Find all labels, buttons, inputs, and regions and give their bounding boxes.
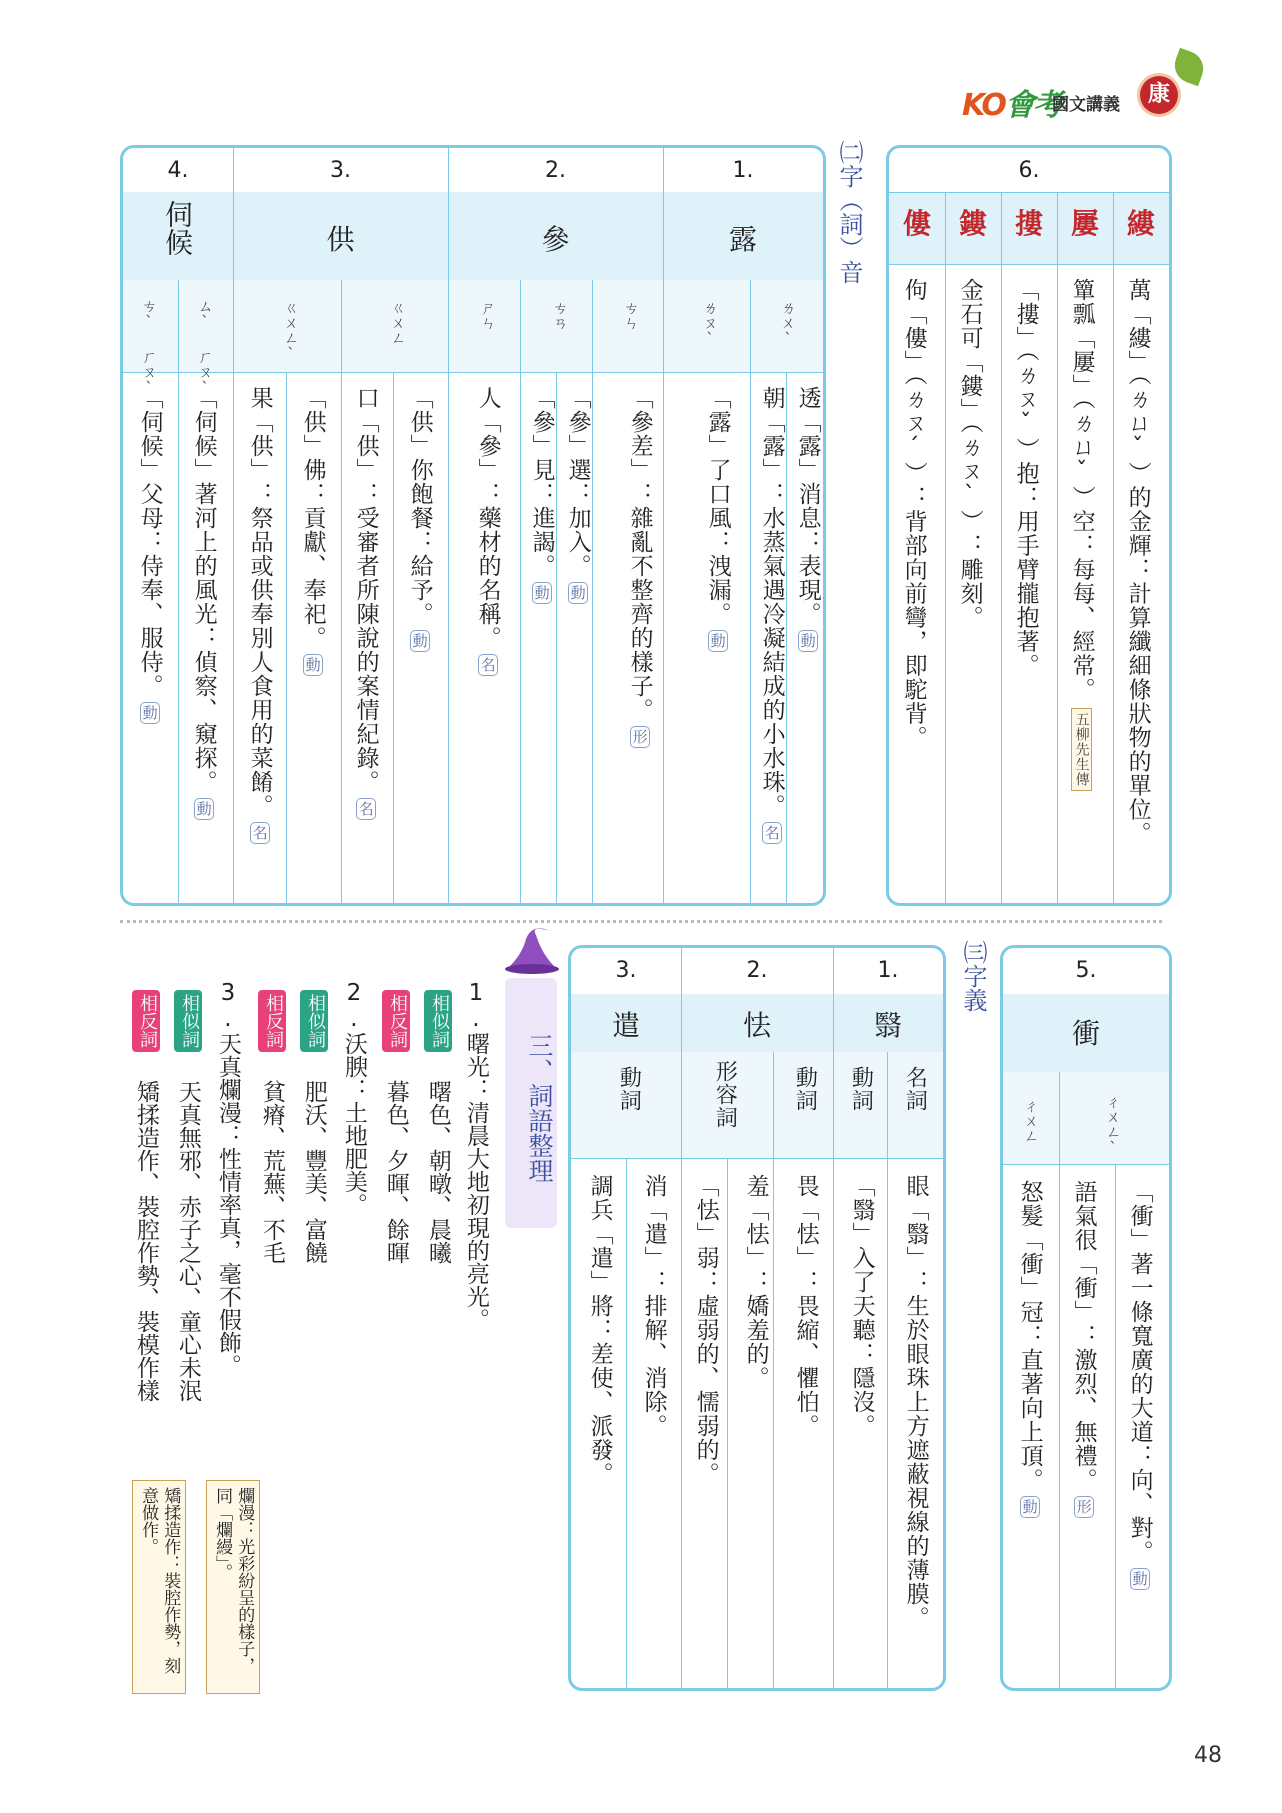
pos-label: 動詞: [848, 1066, 874, 1112]
pos-tag: 動: [798, 630, 818, 652]
table-sound: [120, 145, 826, 906]
pos-label: 形容詞: [712, 1060, 738, 1129]
opposite-label: 相反詞: [382, 990, 410, 1052]
definition: 萬「縷」（ㄌㄩˇ）的金輝：計算纖細條狀物的單位。: [1124, 278, 1151, 846]
definition: 語氣很「衝」：激烈、無禮。形: [1069, 1180, 1097, 1518]
definition: 「伺候」著河上的風光：偵察、窺探。動: [189, 386, 217, 820]
definition: 口「供」：受審者所陳說的案情紀錄。名: [351, 386, 379, 820]
definition: 「參差」：雜亂不整齊的樣子。形: [625, 386, 653, 748]
pos-tag: 動: [568, 582, 588, 604]
divider: [120, 920, 1162, 923]
word-qie: 怯: [742, 1009, 771, 1042]
definition: 「翳」入了天聽：隱沒。: [848, 1174, 875, 1438]
section-title-words: 三、詞語整理: [505, 978, 557, 1228]
definition: 消「遣」：排解、消除。: [640, 1174, 667, 1438]
definition: 透「露」消息：表現。動: [793, 386, 821, 652]
definition: 「供」你飽餐：給予。動: [405, 386, 433, 652]
pos-tag: 名: [250, 822, 270, 844]
section-title-sound: ㈡字（詞）音: [835, 140, 863, 284]
definition: 金石可「鏤」（ㄌㄡˋ）：雕刻。: [956, 278, 983, 630]
item-number: 2.: [545, 158, 566, 183]
zhuyin: ㄌㄨˋ: [779, 300, 797, 348]
pos-tag: 動: [194, 798, 214, 820]
zhuyin: ㄘㄣ: [622, 300, 640, 330]
definition: 「伺候」父母：侍奉、服侍。動: [135, 386, 163, 724]
opposite-words: 矯揉造作、裝腔作勢、裝模作樣: [132, 1080, 159, 1402]
zhuyin: ㄘˋ ㄏㄡˋ: [140, 298, 158, 397]
opposite-words: 暮色、夕暉、餘暉: [382, 1080, 409, 1264]
pos-tag: 動: [303, 654, 323, 676]
similar-label: 相似詞: [300, 990, 328, 1052]
entry-tianzhen: 3.天真爛漫：性情率真，毫不假飾。: [214, 980, 241, 1377]
zhuyin: ㄕㄣ: [479, 300, 497, 330]
definition: 怒髮「衝」冠：直著向上頂。動: [1015, 1180, 1043, 1518]
table-number: 5.: [1075, 958, 1097, 983]
definition: 佝「僂」（ㄌㄡˊ）：背部向前彎，即駝背。: [900, 278, 927, 750]
item-number: 3.: [615, 958, 637, 983]
note-jiaorou: 矯揉造作：裝腔作勢，刻意做作。: [132, 1480, 186, 1694]
definition: 果「供」：祭品或供奉別人食用的菜餚。名: [245, 386, 273, 844]
char-lou-carve: 鏤: [958, 207, 987, 240]
zhuyin: ㄌㄡˋ: [701, 300, 719, 348]
definition: 「怯」弱：虛弱的、懦弱的。: [692, 1174, 719, 1486]
brand-logo: KO會考: [962, 88, 1061, 123]
similar-label: 相似詞: [424, 990, 452, 1052]
zhuyin: ㄔㄨㄥˋ: [1104, 1094, 1122, 1157]
word-sihou: 伺候: [161, 200, 194, 256]
pos-tag: 動: [140, 702, 160, 724]
table-6: [886, 145, 1172, 906]
pos-tag: 名: [762, 822, 782, 844]
similar-words: 曙色、朝暾、晨曦: [424, 1080, 451, 1264]
note-lanman: 爛漫：光彩紛呈的樣子，同「爛縵」。: [206, 1480, 260, 1694]
definition: 「參」選：加入。動: [563, 386, 591, 604]
item-number: 2.: [746, 958, 768, 983]
definition: 「參」見：進謁。動: [527, 386, 555, 604]
publisher-badge: 康: [1140, 76, 1178, 114]
item-number: 4.: [167, 158, 189, 183]
definition: 「露」了口風：洩漏。動: [703, 386, 731, 652]
pos-label: 名詞: [902, 1066, 928, 1112]
definition: 「摟」（ㄌㄡˇ）抱：用手臂攏抱著。: [1012, 278, 1039, 678]
pos-label: 動詞: [792, 1066, 818, 1112]
pos-tag: 動: [1020, 1496, 1040, 1518]
pos-label: 動詞: [616, 1066, 642, 1112]
table-5: [1000, 945, 1172, 1691]
pos-tag: 動: [708, 630, 728, 652]
similar-words: 天真無邪、赤子之心、童心未泯: [174, 1080, 201, 1402]
opposite-label: 相反詞: [132, 990, 160, 1052]
pos-tag: 動: [1130, 1568, 1150, 1590]
definition: 朝「露」：水蒸氣遇冷凝結成的小水珠。名: [757, 386, 785, 844]
char-lv2: 屢: [1070, 207, 1099, 240]
entry-woyu: 2.沃腴：土地肥美。: [340, 980, 367, 1216]
word-can: 參: [541, 223, 570, 256]
source-note: 五柳先生傳: [1071, 708, 1092, 791]
item-number: 1.: [732, 158, 754, 183]
definition: 「衝」著一條寬廣的大道：向、對。動: [1125, 1180, 1153, 1590]
zhuyin: ㄍㄨㄥ: [389, 300, 407, 345]
pos-tag: 形: [1074, 1496, 1094, 1518]
definition: 眼「翳」：生於眼珠上方遮蔽視線的薄膜。: [902, 1174, 929, 1630]
zhuyin: ㄘㄢ: [551, 300, 569, 330]
char-lv: 縷: [1126, 207, 1155, 240]
word-yi: 翳: [873, 1009, 902, 1042]
definition: 調兵「遣」將：差使、派發。: [586, 1174, 613, 1486]
word-chong: 衝: [1071, 1017, 1100, 1050]
pos-tag: 形: [630, 726, 650, 748]
section-title-meaning: ㈢字義: [959, 940, 987, 1012]
definition: 畏「怯」：畏縮、懼怕。: [792, 1174, 819, 1438]
page-number: 48: [1194, 1743, 1222, 1768]
pos-tag: 名: [478, 654, 498, 676]
table-number: 6.: [1018, 158, 1040, 183]
pos-tag: 動: [410, 630, 430, 652]
entry-shuguang: 1.曙光：清晨大地初現的亮光。: [462, 980, 489, 1331]
definition: 羞「怯」：嬌羞的。: [742, 1174, 769, 1390]
similar-label: 相似詞: [174, 990, 202, 1052]
char-lou-hug: 摟: [1014, 207, 1043, 240]
table-meaning: [568, 945, 946, 1691]
pos-tag: 動: [532, 582, 552, 604]
item-number: 1.: [877, 958, 899, 983]
zhuyin: ㄙˋ ㄏㄡˋ: [196, 298, 214, 397]
similar-words: 肥沃、豐美、富饒: [300, 1080, 327, 1264]
definition: 「供」佛：貢獻、奉祀。動: [298, 386, 326, 676]
char-lou-hunch: 僂: [902, 207, 931, 240]
pos-tag: 名: [356, 798, 376, 820]
wizard-hat-icon: [502, 925, 562, 975]
zhuyin: ㄍㄨㄥˋ: [282, 300, 300, 363]
definition: 人「參」：藥材的名稱。名: [473, 386, 501, 676]
word-lu: 露: [728, 223, 757, 256]
word-gong: 供: [326, 223, 355, 256]
zhuyin: ㄔㄨㄥ: [1022, 1098, 1040, 1143]
opposite-label: 相反詞: [258, 990, 286, 1052]
word-qian: 遣: [611, 1009, 640, 1042]
item-number: 3.: [330, 158, 351, 183]
definition-with-note: 簞瓢「屢」（ㄌㄩˇ）空：每每、經常。五柳先生傳: [1067, 278, 1095, 888]
book-title: 國文講義: [1052, 95, 1120, 115]
header-logo: [912, 62, 1212, 132]
opposite-words: 貧瘠、荒蕪、不毛: [258, 1080, 285, 1264]
leaf-icon: [1170, 48, 1208, 86]
